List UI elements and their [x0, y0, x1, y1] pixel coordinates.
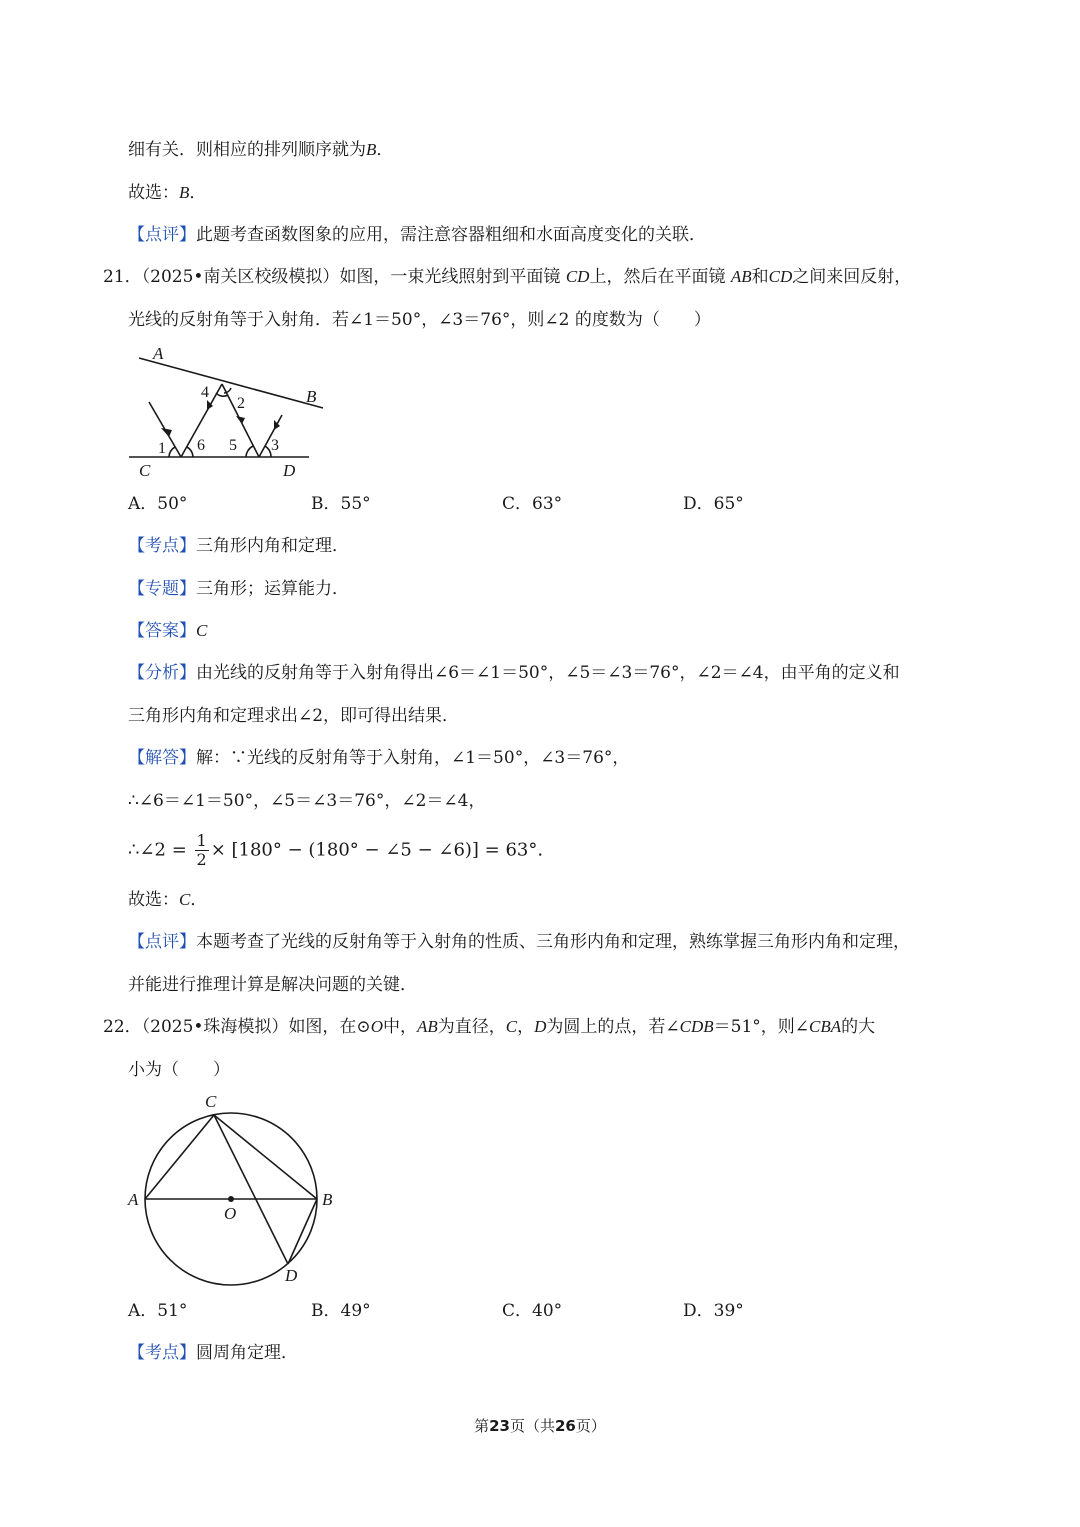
chord-bd	[288, 1199, 317, 1264]
arrow-in	[161, 428, 172, 437]
label-d: D	[283, 461, 296, 480]
prev-line1: 细有关．则相应的排列顺序就为B．	[128, 140, 394, 160]
q22-stem-line1: 22．（2025•珠海模拟）如图，在⊙O中，AB为直径，C，D为圆上的点，若∠CDB＝51°，则∠CBA的大	[103, 1017, 876, 1037]
q21-answer: 【答案】C	[128, 621, 208, 641]
q21-comment-1: 【点评】本题考查了光线的反射角等于入射角的性质、三角形内角和定理，熟练掌握三角形内角和定理，	[128, 932, 910, 952]
q21-formula: ∴∠2 = $\frac{1}{2}$ × [180° − (180° − ∠5 − ∠6)] = 63°.	[128, 831, 544, 869]
q22-option-a[interactable]: A．51°	[128, 1301, 188, 1321]
q21-option-b[interactable]: B．55°	[311, 494, 371, 514]
q21-jieda-1: 【解答】解：∵光线的反射角等于入射角，∠1＝50°，∠3＝76°，	[128, 748, 630, 768]
label-3: 3	[271, 437, 279, 454]
label-1: 1	[158, 440, 166, 457]
page-total: 26	[555, 1417, 576, 1435]
label-c: C	[205, 1092, 217, 1111]
label-d: D	[285, 1266, 298, 1285]
q22-kaodian: 【考点】圆周角定理．	[128, 1343, 298, 1363]
q21-kaodian: 【考点】三角形内角和定理．	[128, 536, 349, 556]
q21-comment-2: 并能进行推理计算是解决问题的关键．	[128, 975, 417, 995]
q22-option-c[interactable]: C．40°	[502, 1301, 563, 1321]
label-6: 6	[197, 437, 205, 454]
q22-option-b[interactable]: B．49°	[311, 1301, 371, 1321]
q21-option-d[interactable]: D．65°	[683, 494, 744, 514]
q21-mirror-figure	[125, 340, 335, 485]
fraction: $\frac{1}{2}$	[196, 831, 207, 869]
q21-option-c[interactable]: C．63°	[502, 494, 563, 514]
q22-option-d[interactable]: D．39°	[683, 1301, 744, 1321]
label-4: 4	[201, 384, 209, 401]
chord-cb	[214, 1115, 317, 1199]
q22-circle-figure	[122, 1088, 342, 1288]
label-o: O	[224, 1204, 237, 1223]
q21-stem-line2: 光线的反射角等于入射角．若∠1＝50°，∠3＝76°，则∠2 的度数为（ ）	[128, 310, 711, 330]
label-b: B	[306, 387, 317, 406]
label-2: 2	[237, 395, 245, 412]
q21-fenxi-2: 三角形内角和定理求出∠2，即可得出结果．	[128, 706, 460, 726]
q21-jieda-2: ∴∠6＝∠1＝50°，∠5＝∠3＝76°，∠2＝∠4，	[128, 791, 486, 811]
q21-choice: 故选：C．	[128, 890, 208, 910]
label-b: B	[322, 1190, 333, 1209]
label-a: A	[128, 1190, 139, 1209]
page-number: 23	[489, 1417, 510, 1435]
q21-fenxi-1: 【分析】由光线的反射角等于入射角得出∠6＝∠1＝50°，∠5＝∠3＝76°，∠2＝∠4，由平角的定义和	[128, 663, 900, 683]
arrow-down	[236, 416, 245, 424]
chord-cd	[214, 1115, 288, 1264]
prev-comment: 【点评】此题考查函数图象的应用，需注意容器粗细和水面高度变化的关联．	[128, 225, 706, 245]
label-c: C	[139, 461, 151, 480]
page-footer: 第23页（共26页）	[474, 1417, 606, 1435]
label-5: 5	[229, 437, 237, 454]
center-dot	[228, 1196, 234, 1202]
label-a: A	[153, 344, 164, 363]
q21-zhuanti: 【专题】三角形；运算能力．	[128, 579, 349, 599]
q21-stem-line1: 21．（2025•南关区校级模拟）如图，一束光线照射到平面镜 CD上，然后在平面镜 AB和CD之间来回反射，	[103, 267, 912, 287]
prev-choice: 故选：B．	[128, 183, 207, 203]
q22-stem-line2: 小为（ ）	[128, 1060, 230, 1080]
comment-tag: 【点评】	[128, 225, 196, 245]
q21-option-a[interactable]: A．50°	[128, 494, 188, 514]
